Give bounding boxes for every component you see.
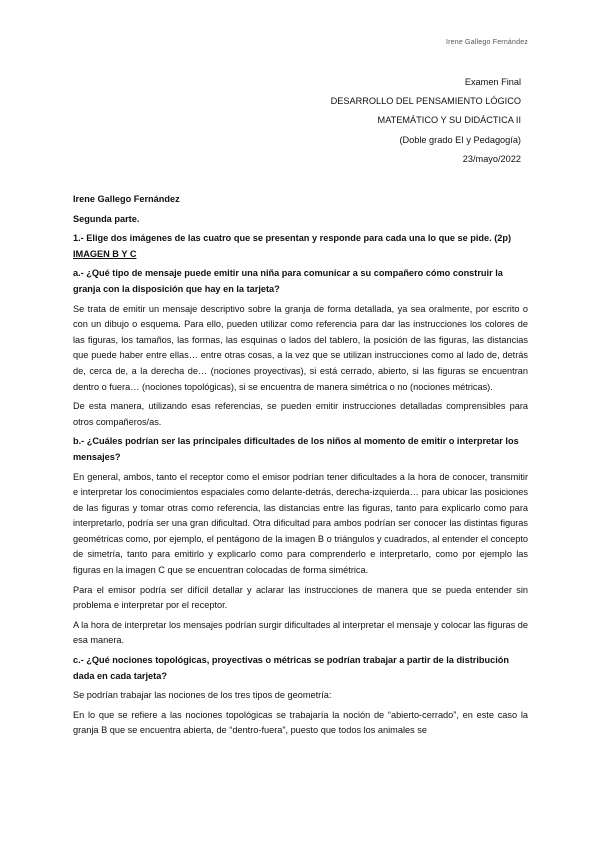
degree-label: (Doble grado EI y Pedagogía) [399,134,521,145]
running-header-author: Irene Gallego Fernández [445,39,528,46]
answer-a-paragraph-2: De esta manera, utilizando esas referencias, se pueden emitir instrucciones detalladas comprensibles para otros compañeros/as. [73,401,528,427]
answer-a-paragraph-1: Se trata de emitir un mensaje descriptivo sobre la granja de forma detallada, ya sea oralmente, por escrito o con un dibujo o esquema. Para ello, pueden utilizar como referencia para dar las instrucciones los colores de las figuras, los tamaños, las formas, las esquinas o lados del tablero, la posición de las figuras, las distancias que puede haber entre ellas… entre otras cosas, a la vez que se utilizan instrucciones como al lado de, detrás de, cerca de, a la derecha de… (nociones proyectivas), si está cerrado, abierto, si las figuras se encuentran dentro o fuera… (nociones topológicas), si se encuentra de manera simétrica o no (nociones métricas). [73,303,528,392]
question-b: b.- ¿Cuáles podrían ser las principales dificultades de los niños al momento de emitir o interpretar los mensajes? [73,436,519,462]
answer-c-paragraph-1: Se podrían trabajar las nociones de los tres tipos de geometría: [73,690,332,701]
course-title-line2: MATEMÁTICO Y SU DIDÁCTICA II [377,115,521,126]
answer-b-paragraph-1: En general, ambos, tanto el receptor como el emisor podrían tener dificultades a la hora de conocer, transmitir e interpretar los conocimientos espaciales como delante-detrás, derecha-izquierda… para ubicar las posiciones de las figuras y tomar otras como referencia, las distancias entre las figuras, tanto para explicarlo como para interpretarlo, podría ser una gran dificultad. Otra dificultad para ambos podrían ser conocer las distintas figuras geométricas como, por ejemplo, el pentágono de la imagen B o triángulos y cuadrados, al entender el concepto de simetría, tanto para emitirlo y explicarlo como para comprenderlo e interpretarlo, como por ejemplo las figuras en la imagen C que se encuentran colocadas de forma simétrica. [73,471,528,576]
images-label: IMAGEN B Y C [73,248,137,259]
title-block [331,73,521,169]
document-body [73,192,528,739]
question-a: a.- ¿Qué tipo de mensaje puede emitir una niña para comunicar a su compañero cómo construir la granja con la disposición que hay en la tarjeta? [73,268,503,294]
answer-b-paragraph-3: A la hora de interpretar los mensajes podrían surgir dificultades al interpretar el mensaje y colocar las figuras de esa manera. [73,619,529,646]
part-label: Segunda parte. [73,213,140,224]
question-1-text: Elige dos imágenes de las cuatro que se presentan y responde para cada una lo que se pide. (2p) [83,233,512,244]
question-1 [73,231,528,247]
course-title-line1: DESARROLLO DEL PENSAMIENTO LÓGICO [330,96,521,107]
answer-c-paragraph-2: En lo que se refiere a las nociones topológicas se trabajaría la noción de “abierto-cerrado”, en este caso la granja B que se encuentra abierta, de “dentro-fuera”, puesto que todos los animales se [73,709,528,736]
exam-title: Examen Final [464,77,521,87]
question-c: c.- ¿Qué nociones topológicas, proyectivas o métricas se podrían trabajar a partir de la distribución dada en cada tarjeta? [73,655,510,681]
author-name: Irene Gallego Fernández [73,194,180,204]
question-1-number: 1.- [73,233,84,244]
answer-b-paragraph-2: Para el emisor podría ser difícil detallar y aclarar las instrucciones de manera que se pueda entender sin problema e interpretar por el receptor. [73,584,528,611]
exam-date: 23/mayo/2022 [462,153,521,164]
